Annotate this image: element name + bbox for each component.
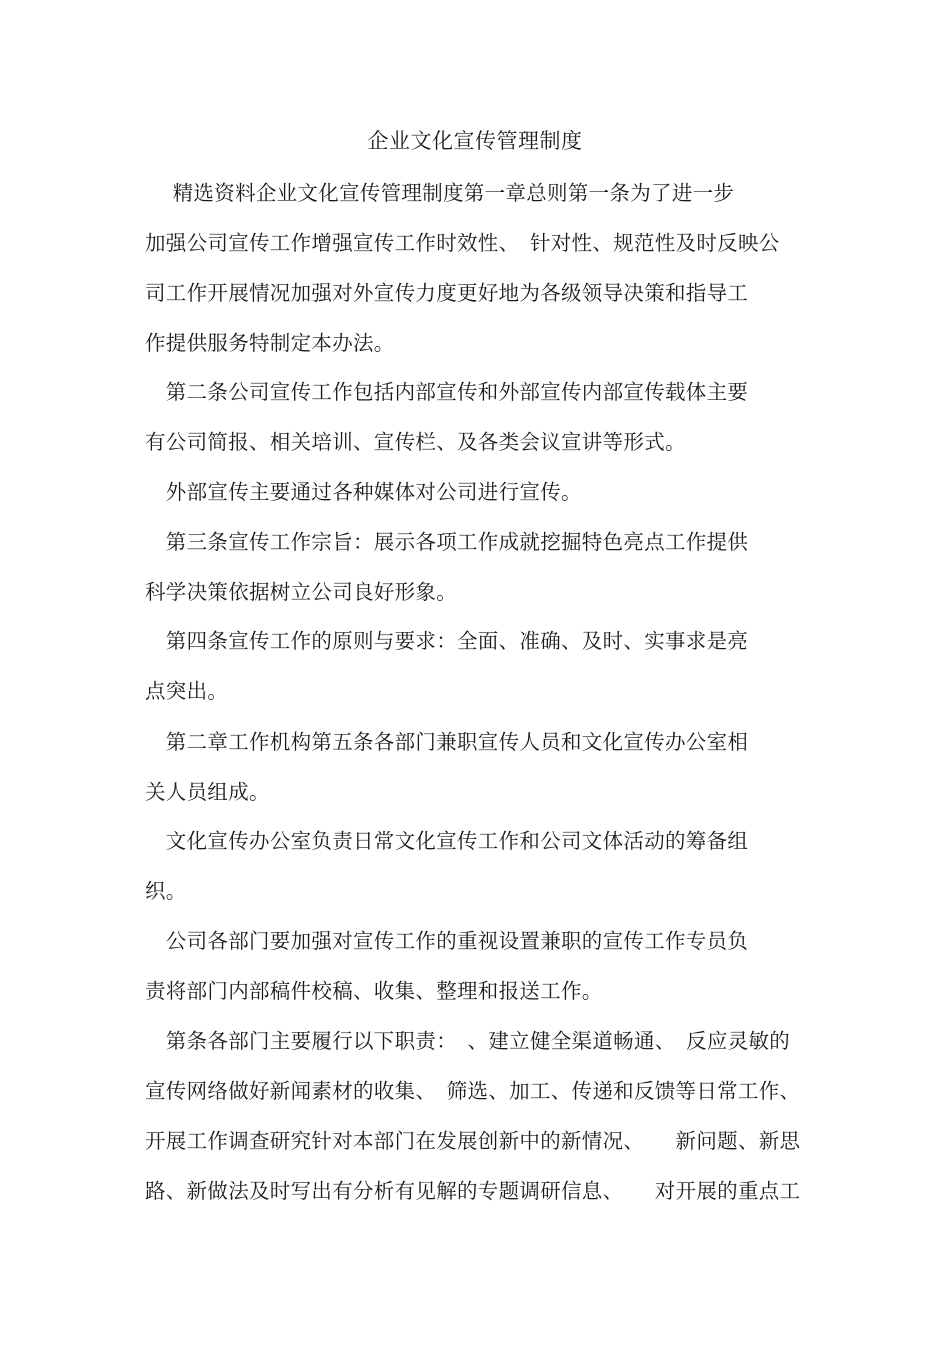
text-line: 第二章工作机构第五条各部门兼职宣传人员和文化宣传办公室相	[145, 730, 749, 754]
text-line: 公司各部门要加强对宣传工作的重视设置兼职的宣传工作专员负	[145, 929, 749, 953]
text-line: 司工作开展情况加强对外宣传力度更好地为各级领导决策和指导工	[145, 281, 749, 305]
text-line: 第三条宣传工作宗旨：展示各项工作成就挖掘特色亮点工作提供	[145, 530, 749, 554]
text-line: 加强公司宣传工作增强宣传工作时效性、 针对性、规范性及时反映公	[145, 231, 780, 255]
text-line: 精选资料企业文化宣传管理制度第一章总则第一条为了进一步	[145, 181, 735, 205]
text-line: 文化宣传办公室负责日常文化宣传工作和公司文体活动的筹备组	[145, 829, 749, 853]
text-line: 第四条宣传工作的原则与要求：全面、准确、及时、实事求是亮	[145, 629, 749, 653]
document-title: 企业文化宣传管理制度	[367, 129, 583, 153]
text-line: 外部宣传主要通过各种媒体对公司进行宣传。	[145, 480, 582, 504]
text-line: 路、新做法及时写出有分析有见解的专题调研信息、 对开展的重点工	[145, 1179, 801, 1203]
text-line: 责将部门内部稿件校稿、收集、整理和报送工作。	[145, 979, 603, 1003]
text-line: 有公司简报、相关培训、宣传栏、及各类会议宣讲等形式。	[145, 430, 686, 454]
text-line: 第条各部门主要履行以下职责： 、建立健全渠道畅通、 反应灵敏的	[145, 1029, 791, 1053]
text-line: 点突出。	[145, 679, 229, 703]
text-line: 织。	[145, 879, 187, 903]
text-line: 第二条公司宣传工作包括内部宣传和外部宣传内部宣传载体主要	[145, 380, 749, 404]
text-line: 科学决策依据树立公司良好形象。	[145, 580, 457, 604]
text-line: 作提供服务特制定本办法。	[145, 331, 395, 355]
text-line: 关人员组成。	[145, 780, 270, 804]
text-line: 开展工作调查研究针对本部门在发展创新中的新情况、 新问题、新思	[145, 1129, 801, 1153]
text-line: 宣传网络做好新闻素材的收集、 筛选、加工、传递和反馈等日常工作、	[145, 1079, 801, 1103]
